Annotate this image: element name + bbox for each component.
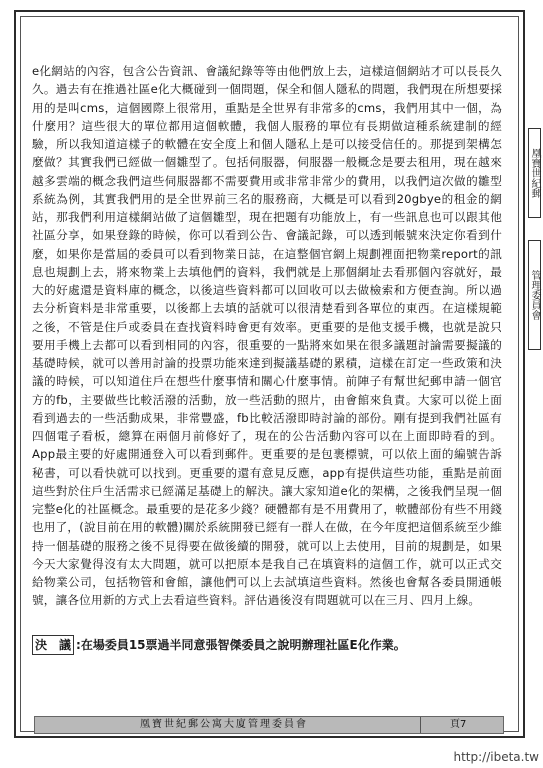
resolution-text: :在場委員15票過半同意張智傑委員之說明辦理社區E化作業。 <box>76 638 406 652</box>
minutes-paragraph: e化網站的內容，包含公告資訊、會議紀錄等等由他們放上去，這樣這個網站才可以長長久久。過去有在推過社區e化大概碰到一個問題，保全和個人隱私的問題，我們現在所想要採用的是叫cms，這個國際上很常用，重點是全世界有非常多的cms，我們用其中一個，為什麼用？這些很大的單位都用這個軟體，我個人服務的單位有長期做這種系統建制的經驗，所以我知道這樣子的軟體在安全度上和個人隱私上是可以接受信任的。那提到架構怎麼做？其實我們已經做一個雛型了。包括伺服器，伺服器一般概念是要去租用，現在越來越多雲端的概念我們這些伺服器都不需要費用或非常非常少的費用，以我們這次做的雛型系統為例，其實我們用的是全世界前三名的服務商，大概是可以看到20gbye的租金的網站，那我們利用這樣網站做了這個雛型，現在把題有功能放上，有一些訊息也可以跟其他社區分享，如果登錄的時候，你可以看到公告、會議記錄，可以透到帳號來決定你看到什麼，如果你是當屆的委員可以看到物業日誌，在這整個官網上規劃裡面把物業report的訊息也規劃上去，將來物業上去填他們的資料，我們就是上那個網址去看那個內容就好，最大的好處還是資料庫的概念，以後這些資料都可以回收可以去做檢索和方便查詢。所以過去分析資料是非常重要，以後都上去填的話就可以很清楚看到各單位的東西。在這樣規範之後，不管是住戶或委員在查找資料時會更有效率。更重要的是他支援手機，也就是說只要用手機上去都可以看到相同的內容，很重要的一點將來如果在很多議題討論需要擬議的基礎時候，就可以善用討論的投票功能來達到擬議基礎的累積，這樣在訂定一些政策和決議的時候，可以知道住戶在想些什麼事情和關心什麼事情。前陣子有幫世紀郵申請一個官方的fb，主要做些比較活潑的活動，放一些活動的照片，由會館來負責。大家可以從上面看到過去的一些活動成果，非常豐盛，fb比較活潑即時討論的部份。剛有提到我們社區有四個電子看板，總算在兩個月前修好了，現在的公告活動內容可以在上面即時看的到。App最主要的好處開通登入可以看到郵件。更重要的是包裹標號，可以依上面的編號告訴秘書，可以看快就可以找到。更重要的還有意見反應，app有提供這些功能，重點是前面這些對於住戶生活需求已經滿足基礎上的解決。讓大家知道e化的架構，之後我們呈現一個完整e化的社區概念。最重要的是花多少錢？硬體都有是不用費用了，軟體部份有些不用錢也用了，(說目前在用的軟體)關於系統開發已經有一群人在做，在今年度把這個系統至少維持一個基礎的服務之後不見得要在做後續的開發，就可以上去使用，目前的規劃是，如果今天大家覺得沒有太大問題，就可以把原本是我自己在填資料的這個工作，就可以正式交給物業公司，包括物管和會館，讓他們可以上去試填這些資料。然後也會幫各委員開通帳號，讓各位用新的方式上去看這些資料。評估過後沒有問題就可以在三月、四月上線。 <box>32 64 502 608</box>
side-tab-community: 凰寶世紀郵 <box>528 128 541 218</box>
page-number: 頁7 <box>450 719 467 730</box>
side-tab-committee: 管理委員會 <box>528 240 541 350</box>
footer-divider <box>420 717 421 733</box>
watermark-url: http://ibeta.tw <box>453 750 539 764</box>
minutes-body <box>32 62 502 610</box>
resolution-label: 決 議 <box>32 635 74 655</box>
resolution-line <box>32 635 502 655</box>
footer-title: 凰寶世紀郵公寓大廈管理委員會 <box>140 719 308 730</box>
